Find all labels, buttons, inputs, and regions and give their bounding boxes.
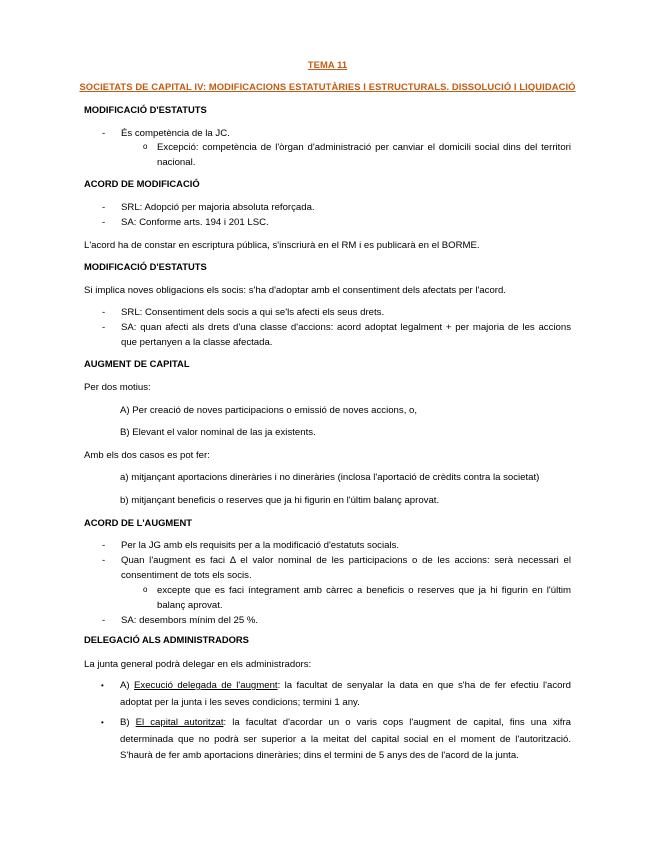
sub-list-item-text: Excepció: competència de l'òrgan d'administració per canviar el domicili social dins del territori nacional. [157, 142, 571, 168]
list-item-text: SA: Conforme arts. 194 i 201 LSC. [121, 217, 269, 228]
paragraph: Per dos motius: [84, 382, 151, 393]
list-item [84, 200, 571, 215]
item-prefix: A) [120, 680, 134, 691]
list-item [84, 215, 571, 230]
list-item-text [120, 715, 571, 765]
section-heading-modificacio-estatuts: MODIFICACIÓ D'ESTATUTS [84, 104, 207, 115]
option-item: b) mitjançant beneficis o reserves que ja hi figurin en l'últim balanç aprovat. [120, 495, 440, 506]
item-title: El capital autoritzat [135, 717, 224, 728]
option-item: B) Elevant el valor nominal de las ja existents. [120, 427, 316, 438]
dash-marker: - [102, 540, 106, 551]
dash-marker: - [102, 217, 106, 228]
dash-marker: - [102, 555, 106, 566]
circle-bullet-icon: o [143, 585, 148, 594]
list-item [84, 538, 571, 553]
list-item-text: Quan l'augment es faci Δ el valor nominal de les participacions o de les accions: serà necessari el consentiment de tots els socis. [121, 555, 571, 581]
list-item [84, 678, 571, 711]
list-item-text: SRL: Consentiment dels socis a qui se'ls afecti els seus drets. [121, 307, 385, 318]
dash-marker: - [102, 322, 106, 333]
option-item: A) Per creació de noves participacions o emissió de noves accions, o, [120, 405, 418, 416]
dash-marker: - [102, 615, 106, 626]
section-heading-augment-capital: AUGMENT DE CAPITAL [84, 358, 190, 369]
bullet-icon: • [101, 718, 104, 727]
list-item-text: SA: desembors mínim del 25 %. [121, 615, 259, 626]
item-prefix: B) [120, 717, 136, 728]
dash-marker: - [102, 202, 106, 213]
section-heading-modificacio-estatuts-2: MODIFICACIÓ D'ESTATUTS [84, 261, 207, 272]
paragraph: Amb els dos casos es pot fer: [84, 450, 210, 461]
list-item-text: SA: quan afecti als drets d'una classe d'accions: acord adoptat legalment + per majoria de les accions que pertanyen a la classe afectada. [121, 322, 571, 348]
paragraph: La junta general podrà delegar en els administradors: [84, 659, 312, 670]
list-item-text [120, 678, 571, 711]
list-item [84, 553, 571, 583]
list-item-text: SRL: Adopció per majoria absoluta reforçada. [121, 202, 315, 213]
list-item [84, 320, 571, 350]
topic-subtitle: SOCIETATS DE CAPITAL IV: MODIFICACIONS ESTATUTÀRIES I ESTRUCTURALS. DISSOLUCIÓ I LIQUIDACIÓ [79, 81, 576, 92]
paragraph: Si implica noves obligacions els socis: s'ha d'adoptar amb el consentiment dels afectats per l'acord. [84, 285, 506, 296]
circle-bullet-icon: o [143, 142, 148, 151]
section-heading-delegacio-administradors: DELEGACIÓ ALS ADMINISTRADORS [84, 634, 249, 645]
section-heading-acord-augment: ACORD DE L'AUGMENT [84, 517, 192, 528]
item-body: : la facultat de senyalar la data en que s'ha de fer efectiu l'acord adoptat per la junta i les seves condicions; termini 1 any. [120, 680, 571, 708]
paragraph: L'acord ha de constar en escriptura pública, s'inscriurà en el RM i es publicarà en el BORME. [84, 240, 480, 251]
list-item [84, 126, 571, 141]
topic-title: TEMA 11 [307, 59, 348, 70]
section-heading-acord-modificacio: ACORD DE MODIFICACIÓ [84, 178, 200, 189]
option-item: a) mitjançant aportacions dineràries i no dineràries (inclosa l'aportació de crèdits contra la societat) [120, 472, 540, 483]
item-body: : la facultat d'acordar un o varis cops l'augment de capital, fins una xifra determinada que no podrà ser superior a la meitat del capital social en el moment de l'autorització. S'haurà de fer amb aportacions dineràries; dins el termini de 5 anys des de l'acord de la junta. [120, 717, 571, 761]
sub-list-item [84, 140, 571, 170]
list-item-text: És competència de la JC. [121, 128, 230, 139]
dash-marker: - [102, 128, 106, 139]
sub-list-item [84, 583, 571, 613]
list-item [84, 613, 571, 628]
list-item [84, 715, 571, 765]
list-item-text: Per la JG amb els requisits per a la modificació d'estatuts socials. [121, 540, 400, 551]
dash-marker: - [102, 307, 106, 318]
list-item [84, 305, 571, 320]
bullet-icon: • [101, 681, 104, 690]
sub-list-item-text: excepte que es faci íntegrament amb càrrec a beneficis o reserves que ja hi figurin en l'últim balanç aprovat. [157, 585, 571, 611]
item-title: Execució delegada de l'augment [134, 680, 278, 691]
